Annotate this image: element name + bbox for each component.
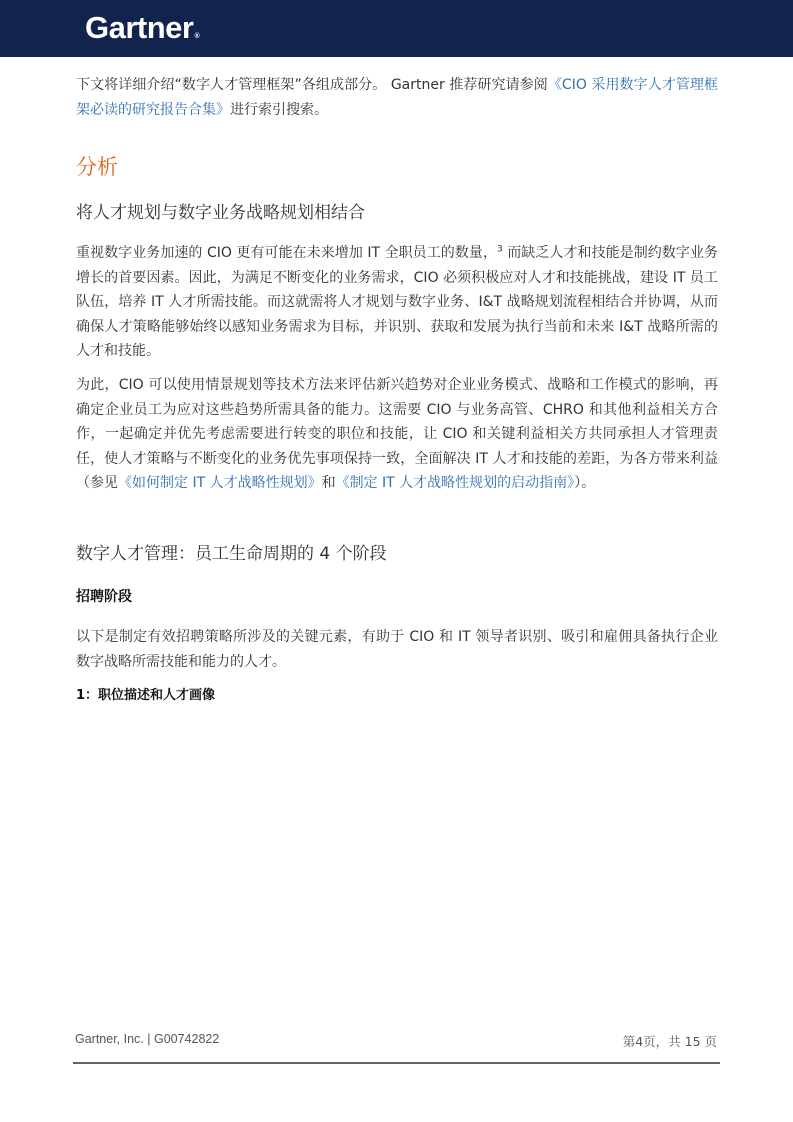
link-cio-research-collection[interactable]: 《CIO 采用数字人才管理框架必读的研究报告合集》: [76, 77, 719, 118]
link-it-talent-strategic-planning[interactable]: 《如何制定 IT 人才战略性规划》: [118, 475, 322, 491]
stage-heading-block: [76, 586, 718, 608]
logo-text: Gartner: [85, 10, 194, 45]
item-title-job-description: 1：职位描述和人才画像: [76, 688, 216, 703]
intro-text-after: 进行索引搜索。: [230, 101, 328, 118]
footer-divider: [73, 1062, 720, 1064]
subsection-1-heading-block: [76, 201, 718, 225]
intro-text: 下文将详细介绍“数字人才管理框架”各组成部分。 Gartner 推荐研究请参阅: [76, 77, 548, 93]
intro-paragraph: [76, 73, 718, 122]
intro-paragraph-block: [76, 73, 718, 122]
subsection-title-lifecycle: 数字人才管理：员工生命周期的 4 个阶段: [76, 544, 387, 564]
link-it-talent-planning-starter-guide[interactable]: 《制定 IT 人才战略性规划的启动指南》: [335, 475, 575, 491]
section-title-analysis: 分析: [76, 155, 118, 179]
subsection-1-para2-block: [76, 373, 718, 496]
header-bar: [0, 0, 793, 57]
stage-para-block: [76, 625, 718, 674]
registered-mark-icon: ®: [194, 33, 200, 40]
para2-text-c: ）。: [574, 475, 596, 491]
para2-text-a: 为此，CIO 可以使用情景规划等技术方法来评估新兴趋势对企业业务模式、战略和工作模式的影响，再确定企业员工为应对这些趋势所需具备的能力。这需要 CIO 与业务高管、CHRO 和其他利益相关方合作，一起确定并优先考虑需要进行转变的职位和技能，让 CIO 和关键利益相关方共同承担人才管理责任，使人才策略与不断变化的业务优先事项保持一致，全面解决 IT 人才和技能的差距，为各方带来利益（参见: [76, 377, 718, 491]
footer-doc-id: Gartner, Inc. | G00742822: [75, 1032, 220, 1046]
para1-text-b: 而缺乏人才和技能是制约数字业务增长的首要因素。因此，为满足不断变化的业务需求，CIO 必须积极应对人才和技能挑战，建设 IT 员工队伍，培养 IT 人才所需技能。而这就需将人才规划与数字业务、I&T 战略规划流程相结合并协调，从而确保人才策略能够始终以感知业务需求为目标，并识别、获取和发展为执行当前和未来 I&T 战略所需的人才和技能。: [76, 245, 719, 359]
footer-page-number: 第4页，共 15 页: [622, 1034, 717, 1049]
para2-text-b: 和: [321, 475, 336, 491]
para1-text-a: 重视数字业务加速的 CIO 更有可能在未来增加 IT 全职员工的数量，: [76, 245, 498, 261]
paragraph-recruitment: 以下是制定有效招聘策略所涉及的关键元素，有助于 CIO 和 IT 领导者识别、吸引和雇佣具备执行企业数字战略所需技能和能力的人才。: [76, 629, 718, 670]
subsection-1-para1-block: [76, 241, 718, 364]
paragraph-talent-planning-1: [76, 241, 718, 364]
item-heading-block: [76, 686, 718, 706]
footnote-marker[interactable]: 3: [497, 244, 503, 255]
subsection-title-talent-planning: 将人才规划与数字业务战略规划相结合: [76, 203, 365, 223]
subsection-2-heading-block: [76, 542, 718, 566]
paragraph-talent-planning-2: [76, 373, 718, 496]
gartner-logo: [85, 8, 199, 57]
analysis-heading-block: [76, 153, 718, 181]
stage-title-recruitment: 招聘阶段: [76, 589, 132, 605]
